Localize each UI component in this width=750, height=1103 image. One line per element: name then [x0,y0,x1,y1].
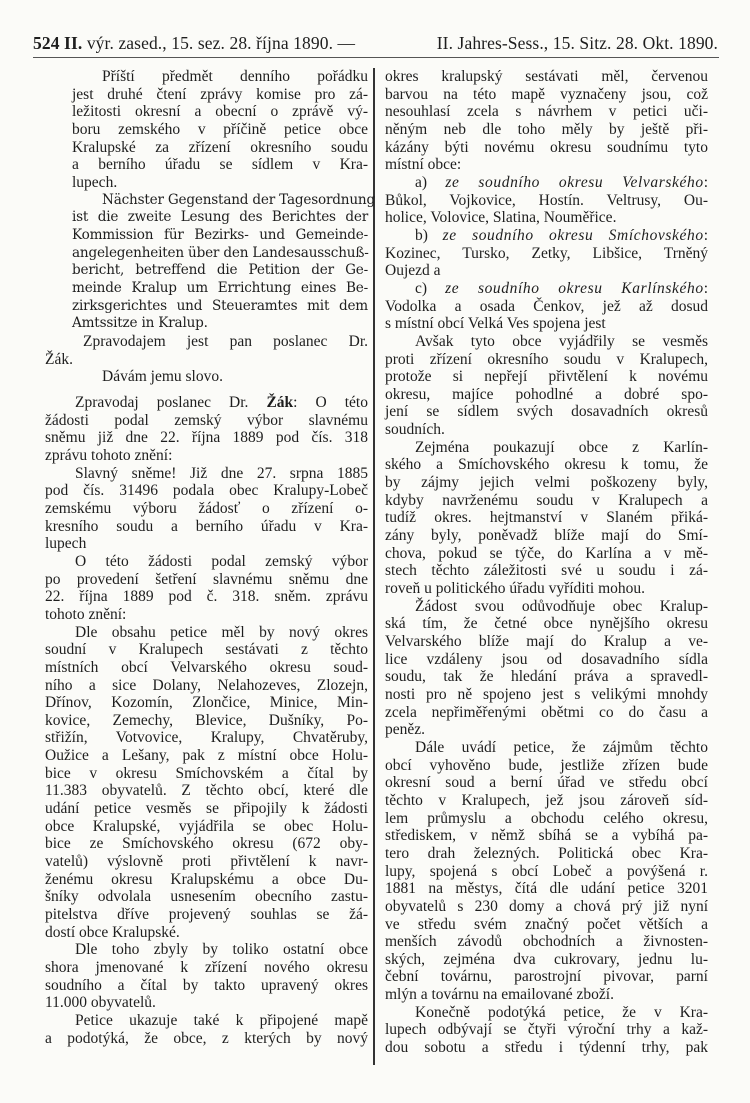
text-line: lem průmyslu a obchodu celého okresu, [385,809,708,827]
text-line: místních obcí Velvarského okresu soud- [45,658,368,676]
text-line: s místní obcí Velká Ves spojena jest [385,315,606,333]
text-line: a podotýká, že obce, z kterých by nový [45,1029,368,1047]
text-line: 1881 na městys, čítá dle udání petice 3201 [385,880,708,898]
text-line: a berního úřadu se sídlem v Kra- [72,156,368,174]
german-paragraph [72,191,375,333]
text-segment: : [703,279,708,297]
text-line: peněz. [385,721,426,739]
text-line: Zejména poukazují obce z Karlín- [415,438,708,456]
text-line: Kralupské za zřízení okresního soudu [72,138,368,156]
text-line: Nächster Gegenstand der Tagesordnung [102,191,375,208]
text-line: čební továrnu, parostrojní pivovar, parní [385,968,708,986]
paragraph [72,68,368,192]
text-line: Vodolka a osada Čenkov, jež až dosud [385,297,708,315]
text-line: střižín, Votvovice, Kralupy, Chvatěruby, [45,729,368,747]
text-line: ležitosti okresní a obecní o zprávě vý- [72,103,368,121]
text-line: 11.383 obyvatelů. Z těchto obcí, které dle [45,782,368,800]
text-line: barvou na této mapě vyznačeny jsou, což [385,85,708,103]
paragraph [72,368,368,386]
text-line: dostí obce Kralupské. [45,923,180,941]
text-line: zemskému výboru žádosť o zřízení o- [45,499,368,517]
text-line: okresu, majíce pohodlné a dobré spo- [385,385,708,403]
paragraph [45,332,368,368]
paragraph [385,280,708,333]
text-line: obyvatelů s 230 domy a chová prý již nyní [385,897,708,915]
text-line: sněmu již dne 22. října 1889 pod čís. 318 [45,429,368,447]
text-line: holice, Volovice, Slatina, Nouměřice. [385,209,617,227]
text-line: Žák. [45,350,73,368]
text-line: kovice, Zemechy, Blevice, Dušníky, Po- [45,711,368,729]
text-line: místní obce: [385,156,462,174]
paragraph [45,1012,368,1047]
paragraph [385,68,708,174]
header-german: II. Jahres-Sess., 15. Sitz. 28. Okt. 1890. [436,33,718,53]
text-line: lupech odbývají se čtyři výroční trhy a kaž- [385,1021,708,1039]
text-line: by zájmy jejich velmi poškozeny byly, [385,474,708,492]
header-czech-date: výr. zased., 15. sez. 28. října 1890. — [86,33,356,53]
text-line: střediskem, v němž sbíhá se a vybíhá pa- [385,827,708,845]
text-line: Petice ukazuje také k připojené mapě [75,1011,368,1029]
text-line: soudních. [385,421,445,439]
text-segment: : O této [293,394,368,411]
text-line: soudní v Kralupech sestávati z těchto [45,641,368,659]
text-segment: : [703,226,708,244]
text-line: O této žádosti podal zemský výbor [75,552,368,570]
text-line: jení se sídlem svých dosavadních okresů [385,403,708,421]
text-line: zprávu tohoto znění: [45,446,173,464]
paragraph [385,227,708,280]
text-line [385,280,708,298]
header-session-number: II. [64,33,83,53]
text-segment: : [703,173,708,191]
text-line: protože si nepřejí přivtělení k novému [385,368,708,386]
text-line: něným neb dle toho měly by ještě při- [385,120,708,138]
text-line: kresního soudu a berního úřadu v Kra- [45,517,368,535]
italic-text: ze soudního okresu Smíchovského [442,226,704,244]
text-line: Velvarského blíže mají do Kralup a ve- [385,633,708,650]
text-line: ských, zejména dva cukrovary, jednu lu- [385,950,708,968]
text-line: zány byly, poněvadž blíže mají do Smí- [385,527,708,545]
text-line: Slavný sněme! Již dne 27. srpna 1885 [75,464,368,482]
page-number: 524 [33,33,60,53]
text-line: mlýn a továrnu na emailované zboží. [385,986,614,1004]
paragraph [45,553,368,624]
text-segment: a) [415,173,446,191]
text-line: chova, pokud se týče, do Karlína a v mě- [385,544,708,562]
left-column-agenda [45,68,375,386]
text-line: zcela nepřiměřenými obětmi co do času a [385,703,708,721]
text-line: ského a Smíchovského okresu k tomu, že [385,456,708,474]
column-rule [373,68,375,1065]
text-line: Avšak tyto obce vyjádřily se vesměs [415,332,708,350]
text-line: lice vzdáleny jsou od dosavadního sídla [385,650,708,668]
text-line: ního a sice Dolany, Nelahozeves, Zlozejn, [45,676,368,694]
text-line: Kozinec, Tursko, Zetky, Libšice, Trněný [385,244,708,262]
header-rule [33,57,719,58]
text-line: tudíž okres. hejtmanství v Slaném přiká- [385,509,708,527]
text-segment: c) [415,279,446,297]
text-line: shora jmenované k zřízení nového okresu [45,959,368,976]
paragraph [45,465,368,553]
text-line: po provedení šetření slavnému sněmu dne [45,570,368,588]
text-line: soudního a čítal by takto upravený okres [45,976,368,994]
italic-text: ze soudního okresu Karlínského [445,279,704,297]
text-line: meinde Kralup um Errichtung eines Be- [72,279,368,296]
paragraph [385,1004,708,1057]
text-line: 11.000 obyvatelů. [45,994,156,1012]
text-line: proti zřízení okresního soudu v Kralupech, [385,350,708,368]
text-line: zirksgerichtes und Steueramtes mit dem [72,297,368,314]
text-line: bice v okresu Smíchovském a čítal by [45,764,368,782]
text-line: Konečně podotýká petice, že v Kra- [415,1003,708,1021]
text-line: nosti pro ně spojeno jest s velikými mnohdy [385,685,708,703]
paragraph [385,333,708,439]
text-line: bice ze Smíchovského okresu (672 oby- [45,835,368,853]
text-line: kdyby navrženému soudu v Kralupech a [385,491,708,509]
text-line: okresní soud a berní úřad ve středu obcí [385,774,708,792]
text-line: dou sobotu a středu i týdenní trhy, pak [385,1039,708,1057]
left-column-report [45,394,368,1047]
paragraph [385,739,708,1004]
text-line: ve středu svém značný počet větších a [385,915,708,933]
paragraph [385,174,708,227]
text-line: lupy, spojená s obcí Lobeč a povýšená r. [385,862,708,880]
paragraph [45,624,368,942]
text-line: nesouhlasí zcela s návrhem v petici uči- [385,103,708,121]
text-line: stech těchto záležitosti své u soudu i zá- [385,562,708,580]
text-line: tohoto znění: [45,605,127,623]
paragraph [45,394,368,465]
text-segment: Zpravodaj poslanec Dr. [75,394,267,411]
text-line: obce Kralupské, vyjádřila se obec Holu- [45,817,368,835]
text-line: obcí vyhověno bude, jestliže zřízen bude [385,756,708,774]
text-line: kázány býti novému okresu soudnímu tyto [385,138,708,156]
text-line [385,227,708,245]
text-line: Bůkol, Vojkovice, Hostín. Veltrusy, Ou- [385,191,708,209]
text-line: Amtssitze in Kralup. [72,315,208,332]
text-line: lupech [45,535,87,553]
header-czech [33,33,355,54]
paragraph [385,598,708,739]
text-line: Kommission für Bezirks- und Gemeinde- [72,226,368,243]
text-line: udání petice vesměs se připojily k žádosti [45,800,368,818]
text-line: Dávám jemu slovo. [102,368,223,386]
text-line: těchto v Kralupech, jež jsou zároveň síd- [385,791,708,809]
text-line: Dřínov, Kozomín, Zlončice, Minice, Min- [45,694,368,712]
paragraph [45,941,368,1012]
text-segment: b) [415,226,443,244]
text-line: vatelů) výslovně proti přivtělení k navr- [45,853,368,871]
text-line: menších závodů obchodních a živnosten- [385,933,708,951]
text-line: roveň u politického úřadu vyříditi mohou. [385,580,646,598]
text-line: pod čís. 31496 podala obec Kralupy-Lobeč [45,482,368,500]
text-line: ženému okresu Kralupskému a obce Du- [45,870,368,888]
text-line: tero drah železných. Politická obec Kra- [385,844,708,862]
text-line: Oujezd a [385,262,441,280]
text-line: žádosti podal zemský výbor slavnému [45,411,368,429]
text-line: bericht, betreffend die Petition der Ge- [72,262,368,279]
text-line: Oužice a Lešany, pak z místní obce Holu- [45,747,368,765]
paragraph [385,439,708,598]
text-line: lupech. [72,173,118,191]
text-line: pitelstva dříve projevený souhlas se žá- [45,906,368,924]
text-line: soudu, tak že hledání práva a spravedl- [385,668,708,686]
bold-name: Žák [266,394,294,411]
text-line: jest druhé čtení zprávy komise pro zá- [72,85,368,103]
text-line [385,174,708,192]
text-line [45,394,368,412]
text-line: angelegenheiten über den Landesausschuß- [72,244,369,261]
italic-text: ze soudního okresu Velvarského [445,173,704,191]
running-header [33,33,718,54]
text-line: Dále uvádí petice, že zájmům těchto [415,738,708,756]
text-line: okres kralupský sestávati měl, červenou [385,68,708,85]
text-line: Žádost svou odůvodňuje obec Kralup- [415,597,708,615]
right-column [385,68,708,1057]
text-line: 22. října 1889 pod č. 318. sněm. zprávu [45,588,368,606]
text-line: ist die zweite Lesung des Berichtes der [72,209,368,226]
text-line: šníky odvolala usnesením obecního zastu- [45,888,368,906]
text-line: Dle toho zbyly by toliko ostatní obce [75,941,368,959]
text-line: ská tím, že četné obce nynějšího okresu [385,615,708,633]
text-line: boru zemského v příčině petice obce [72,120,368,138]
text-line: Zpravodajem jest pan poslanec Dr. [83,332,368,350]
text-line: Příští předmět denního pořádku [102,68,368,85]
text-line: Dle obsahu petice měl by nový okres [75,623,368,641]
